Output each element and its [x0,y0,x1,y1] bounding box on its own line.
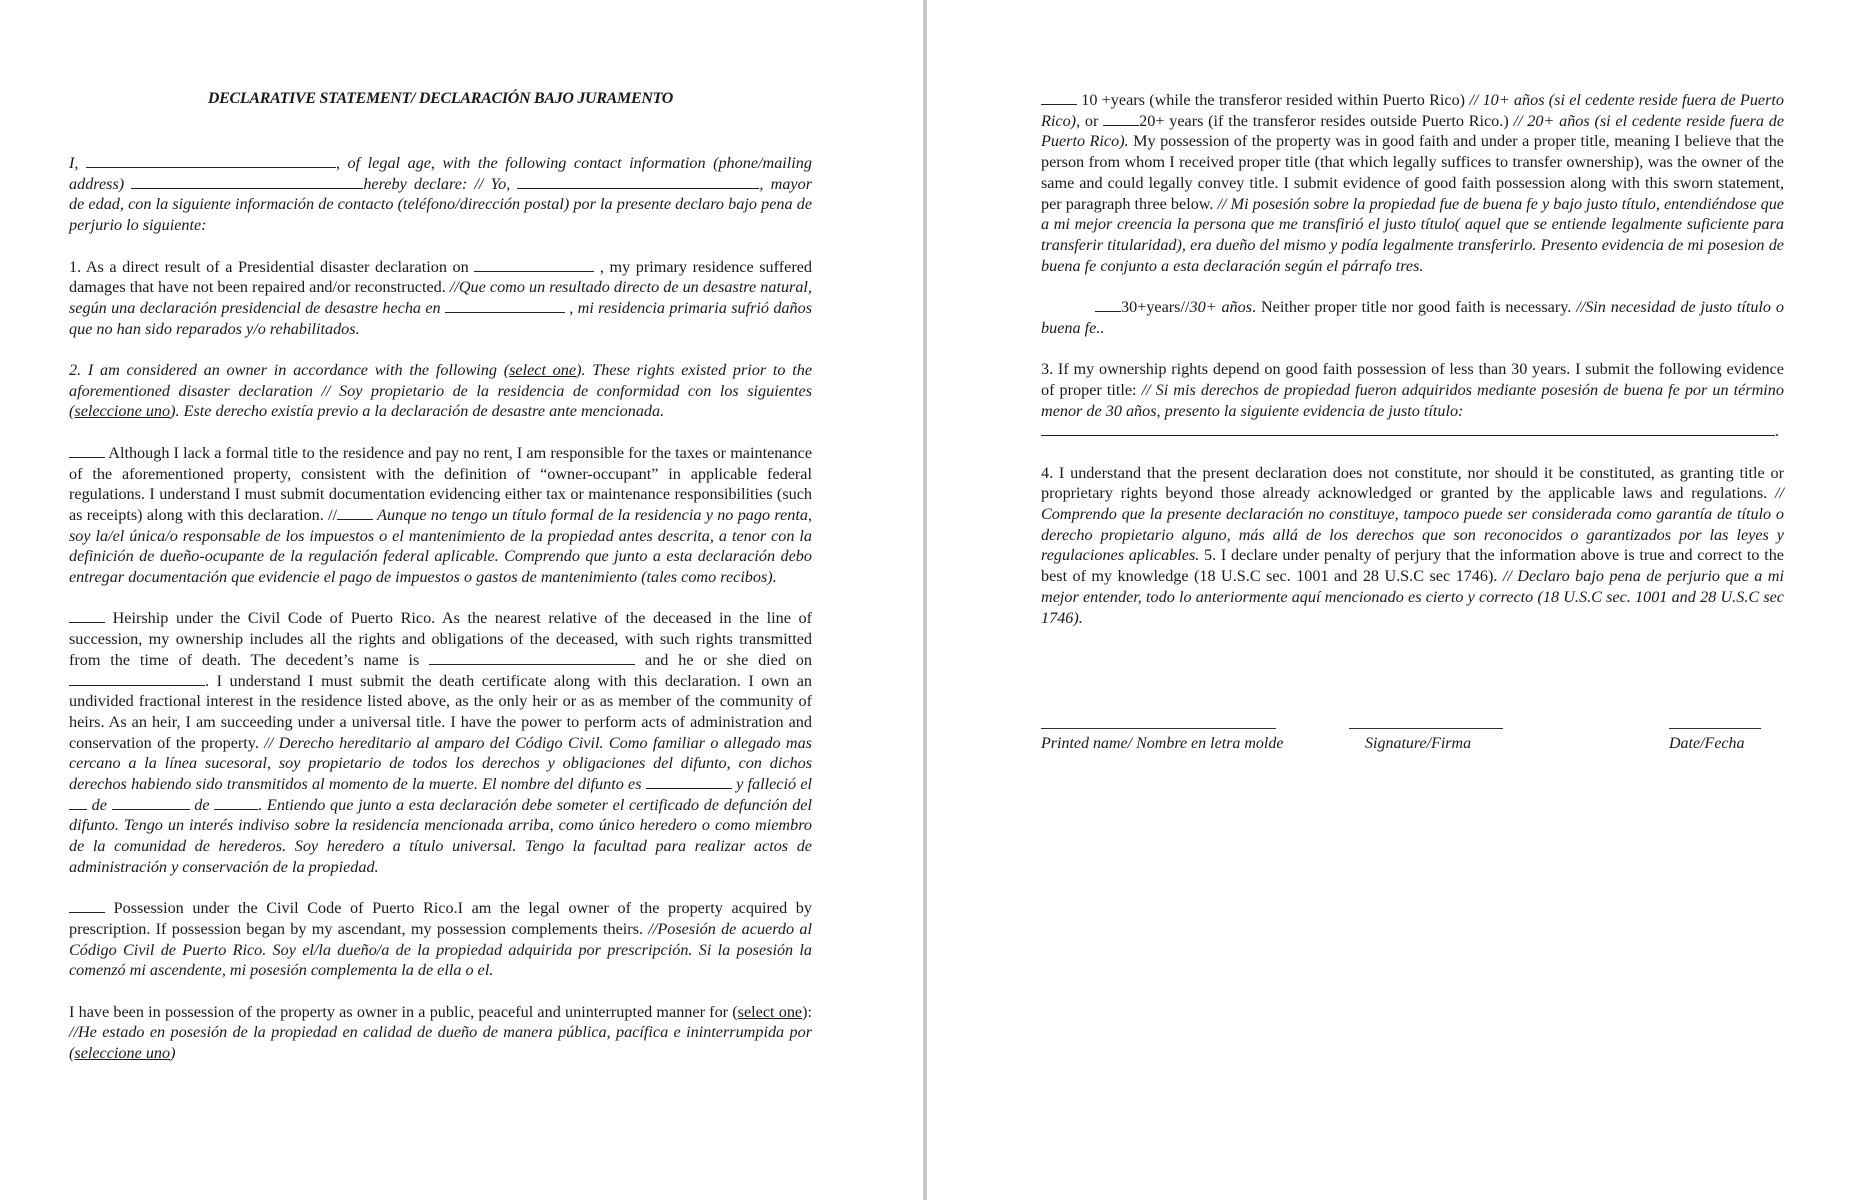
heirship-text: Heirship under the Civil Code of Puerto Rico. As the nearest relative of the deceased in the line of succession, my ownership includes all the rights and obligations of the deceased, with such rights transmitted from the time of death. The decedent’s name is [69,609,812,669]
document-page-1 [0,0,923,1200]
nombre-difunto-field[interactable] [646,774,732,789]
good-faith-text: My possession of the property was in good faith and under a proper title, meaning I believe that the person from whom I received proper title (that which legally suffices to transfer ownership), was the owner of the same and could legally convey title. I submit evidence of good faith possession along with this sworn statement, per paragraph three below. [1041,132,1784,213]
period-10-text-es: // 10+ años (si el cedente reside fuera de Puerto Rico) [1041,91,1784,130]
section-3: 3. If my ownership rights depend on good faith possession of less than 30 years. I submit the following evidence of proper title: // Si mis derechos de propiedad fueron adquiridos mediante posesión de buena fe por un término menor de 30 años, presento la siguiente evidencia de justo título: . [1041,360,1784,441]
intro-text: , mayor de edad, con la siguiente información de contacto (teléfono/dirección postal) por la presente declaro bajo pena de perjurio lo siguiente: [69,174,812,235]
intro-paragraph [69,153,812,236]
signature-label: Signature/Firma [1365,735,1472,752]
name-field[interactable] [86,153,336,168]
section-5-text: 5. I declare under penalty of perjury that the information above is true and correct to the best of my knowledge (18 U.S.C sec. 1001 and 28 U.S.C sec 1746). [1041,546,1784,586]
section-1-text-es: , mi residencia primaria sufrió daños que no han sido reparados y/o rehabilitados. [69,298,812,338]
period-10-20 [1041,90,1784,276]
page-1-body [69,153,812,1085]
owner-occupant-checkbox-es[interactable] [337,505,373,520]
heirship-text: . I understand I must submit the death certificate along with this declaration. I own an undivided fractional interest in the residence listed above, as the only heir or as as member of the community of heirs. As an heir, I am succeeding under a universal title. I have the power to perform acts of administration and conservation of the property. [69,671,812,752]
intro-text: I, [69,154,86,172]
period-10-text: 10 +years (while the transferor resided within Puerto Rico) [1077,91,1470,109]
possession-period-text: I have been in possession of the property as owner in a public, peaceful and uninterrupted manner for ( [69,1002,738,1021]
possession-period [69,1002,812,1064]
owner-occupant-text-es: Aunque no tengo un título formal de la residencia y no pago renta, soy la/el única/o responsable de los impuestos o el mantenimiento de la propiedad antes descrita, a tenor con la definición de dueño-ocupante de la regulación federal aplicable. Comprendo que junto a esta declaración debo entregar documentación que evidencie el pago de impuestos o gastos de mantenimiento (tales como recibos). [69,505,812,587]
period-30 [1041,297,1784,338]
printed-name-field[interactable] [1041,715,1276,729]
period-30-text-es: //Sin necesidad de justo título o buena fe.. [1041,298,1784,337]
seleccione-uno-text: seleccione uno [74,1044,171,1063]
option-owner-occupant [69,443,812,588]
section-2-text: 2. I am considered an owner in accordance with the following ( [69,361,510,379]
owner-occupant-text: Although I lack a formal title to the residence and pay no rent, I am responsible for the taxes or maintenance of the aforementioned property, consistent with the definition of “owner-occupant” in applicable federal regulations. I understand I must submit documentation evidencing either tax or maintenance responsibilities (such as receipts) along with this declaration. // [69,443,812,524]
intro-text: hereby declare: // Yo, [363,174,518,193]
signature-field[interactable] [1349,715,1503,729]
section-2 [69,360,812,422]
fecha-desastre-field[interactable] [445,298,565,313]
printed-name-label: Printed name/ Nombre en letra molde [1041,735,1284,752]
possession-period-text-es: ) [170,1044,176,1063]
period-20-text-es: // 20+ años (si el cedente reside fuera de Puerto Rico). [1041,111,1785,151]
period-30-text: 30+years// [1121,298,1190,317]
period-20-checkbox[interactable] [1103,111,1139,126]
contact-field[interactable] [131,174,363,189]
document-page-2 [927,0,1850,1200]
section-3-text: 3. If my ownership rights depend on good faith possession of less than 30 years. I submit the following evidence of proper title: [1041,360,1784,399]
section-2-text: ). These rights existed prior to the aforementioned disaster declaration // Soy propietario de la residencia de conformidad con los siguientes ( [69,361,812,421]
good-faith-text-es: // Mi posesión sobre la propiedad fue de buena fe y bajo justo título, entendiéndose que a mi mejor creencia la persona que me transfirió el justo título( aquel que se entiende legalmente suficiente para transferir titularidad), era dueño del mismo y podía legalmente transferirlo. Presento evidencia de mi posesion de buena fe conjunto a esta declaración según el párrafo tres. [1041,194,1784,275]
section-4-text: 4. I understand that the present declaration does not constitute, nor should it be constituted, as granting title or proprietary rights beyond those already acknowledged or granted by the applicable laws and regulations. [1041,463,1784,503]
period-30-checkbox[interactable] [1095,297,1121,312]
signature-block-item [1349,715,1503,753]
printed-name-block [1041,715,1284,753]
select-one-text: select one [737,1002,803,1021]
owner-occupant-checkbox[interactable] [69,443,105,458]
dia-field[interactable] [69,795,87,810]
decedent-name-field[interactable] [429,650,635,665]
disaster-date-field[interactable] [474,257,594,272]
possession-period-text-es: //He estado en posesión de la propiedad en calidad de dueño de manera pública, pacífica e ininterrumpida por ( [69,1023,812,1063]
period-or-text: , or [1076,111,1104,130]
heirship-text-es: y falleció el [731,775,813,794]
section-1 [69,257,812,340]
option-heirship [69,608,812,877]
possession-checkbox[interactable] [69,898,105,913]
heirship-text: and he or she died on [635,650,812,669]
section-4-5 [1041,463,1784,629]
possession-text-es: //Posesión de acuerdo al Código Civil de Puerto Rico. Soy el/la dueño/a de la propiedad adquirida por prescripción. Si la posesión la comenzó mi ascendente, mi posesión complementa la de ella o el. [69,919,812,980]
date-field[interactable] [1669,715,1761,729]
nombre-field[interactable] [517,174,759,189]
section-5-text-es: // Declaro bajo pena de perjurio que a mi mejor entender, todo lo anteriormente aquí mencionado es cierto y correcto (18 U.S.C sec. 1001 and 28 U.S.C sec 1746). [1041,567,1784,627]
section-2-text: ). Este derecho existía previo a la declaración de desastre ante mencionada. [170,402,665,421]
section-4-text-es: // Comprendo que la presente declaración no constituye, tampoco puede ser considerada como garantía de título o derecho propietario alguno, más allá de los derechos que son reconocidos o garantizados por las leyes y regulaciones aplicables. [1041,484,1784,565]
period-10-checkbox[interactable] [1041,90,1077,105]
evidence-field[interactable] [1041,421,1775,436]
select-one-text: select one [509,361,577,379]
heirship-text-es: // Derecho hereditario al amparo del Código Civil. Como familiar o allegado mas cercano a la línea sucesoral, soy propietario de todos los derechos y obligaciones del difunto, con dichos derechos habiendo sido transmitidos al momento de la muerte. El nombre del difunto es [69,733,812,794]
mes-field[interactable] [112,795,190,810]
date-block [1669,715,1761,753]
section-3-text-es: // Si mis derechos de propiedad fueron adquiridos mediante posesión de buena fe por un término menor de 30 años, presento la siguiente evidencia de justo título: [1041,380,1784,420]
signature-block [1041,715,1784,765]
heirship-text-es: de [189,795,215,814]
section-1-text: , my primary residence suffered damages that have not been repaired and/or reconstructed. [69,257,812,297]
period-30-text-es: 30+ años [1189,298,1253,317]
heirship-text-es: . Entiendo que junto a esta declaración debe someter el certificado de defunción del difunto. Tengo un interés indiviso sobre la residencia mencionada arriba, como único heredero o como miembro de la comunidad de herederos. Soy heredero a título universal. Tengo la facultad para realizar actos de administración y conservación de la propiedad. [69,795,812,876]
death-date-field[interactable] [69,671,205,686]
section-1-text-es: //Que como un resultado directo de un desastre natural, según una declaración presidencial de desastre hecha en [69,278,812,317]
period-20-text: 20+ years (if the transferor resides outside Puerto Rico.) [1139,111,1514,130]
date-label: Date/Fecha [1669,735,1745,752]
heirship-text-es: de [87,795,112,814]
possession-text: Possession under the Civil Code of Puerto Rico.I am the legal owner of the property acquired by prescription. If possession began by my ascendant, my possession complements theirs. [69,899,812,938]
heirship-checkbox[interactable] [69,608,105,623]
period-30-text: . Neither proper title nor good faith is necessary. [1252,298,1577,317]
document-title: DECLARATIVE STATEMENT/ DECLARACIÓN BAJO JURAMENTO [207,90,674,107]
option-possession [69,898,812,981]
seleccione-uno-text: seleccione uno [74,402,171,421]
section-1-text: 1. As a direct result of a Presidential disaster declaration on [69,257,475,276]
possession-period-text: ): [802,1002,812,1021]
page-2-body [1041,90,1784,649]
ano-field[interactable] [214,795,258,810]
intro-text: , of legal age, with the following contact information (phone/mailing address) [69,154,812,193]
